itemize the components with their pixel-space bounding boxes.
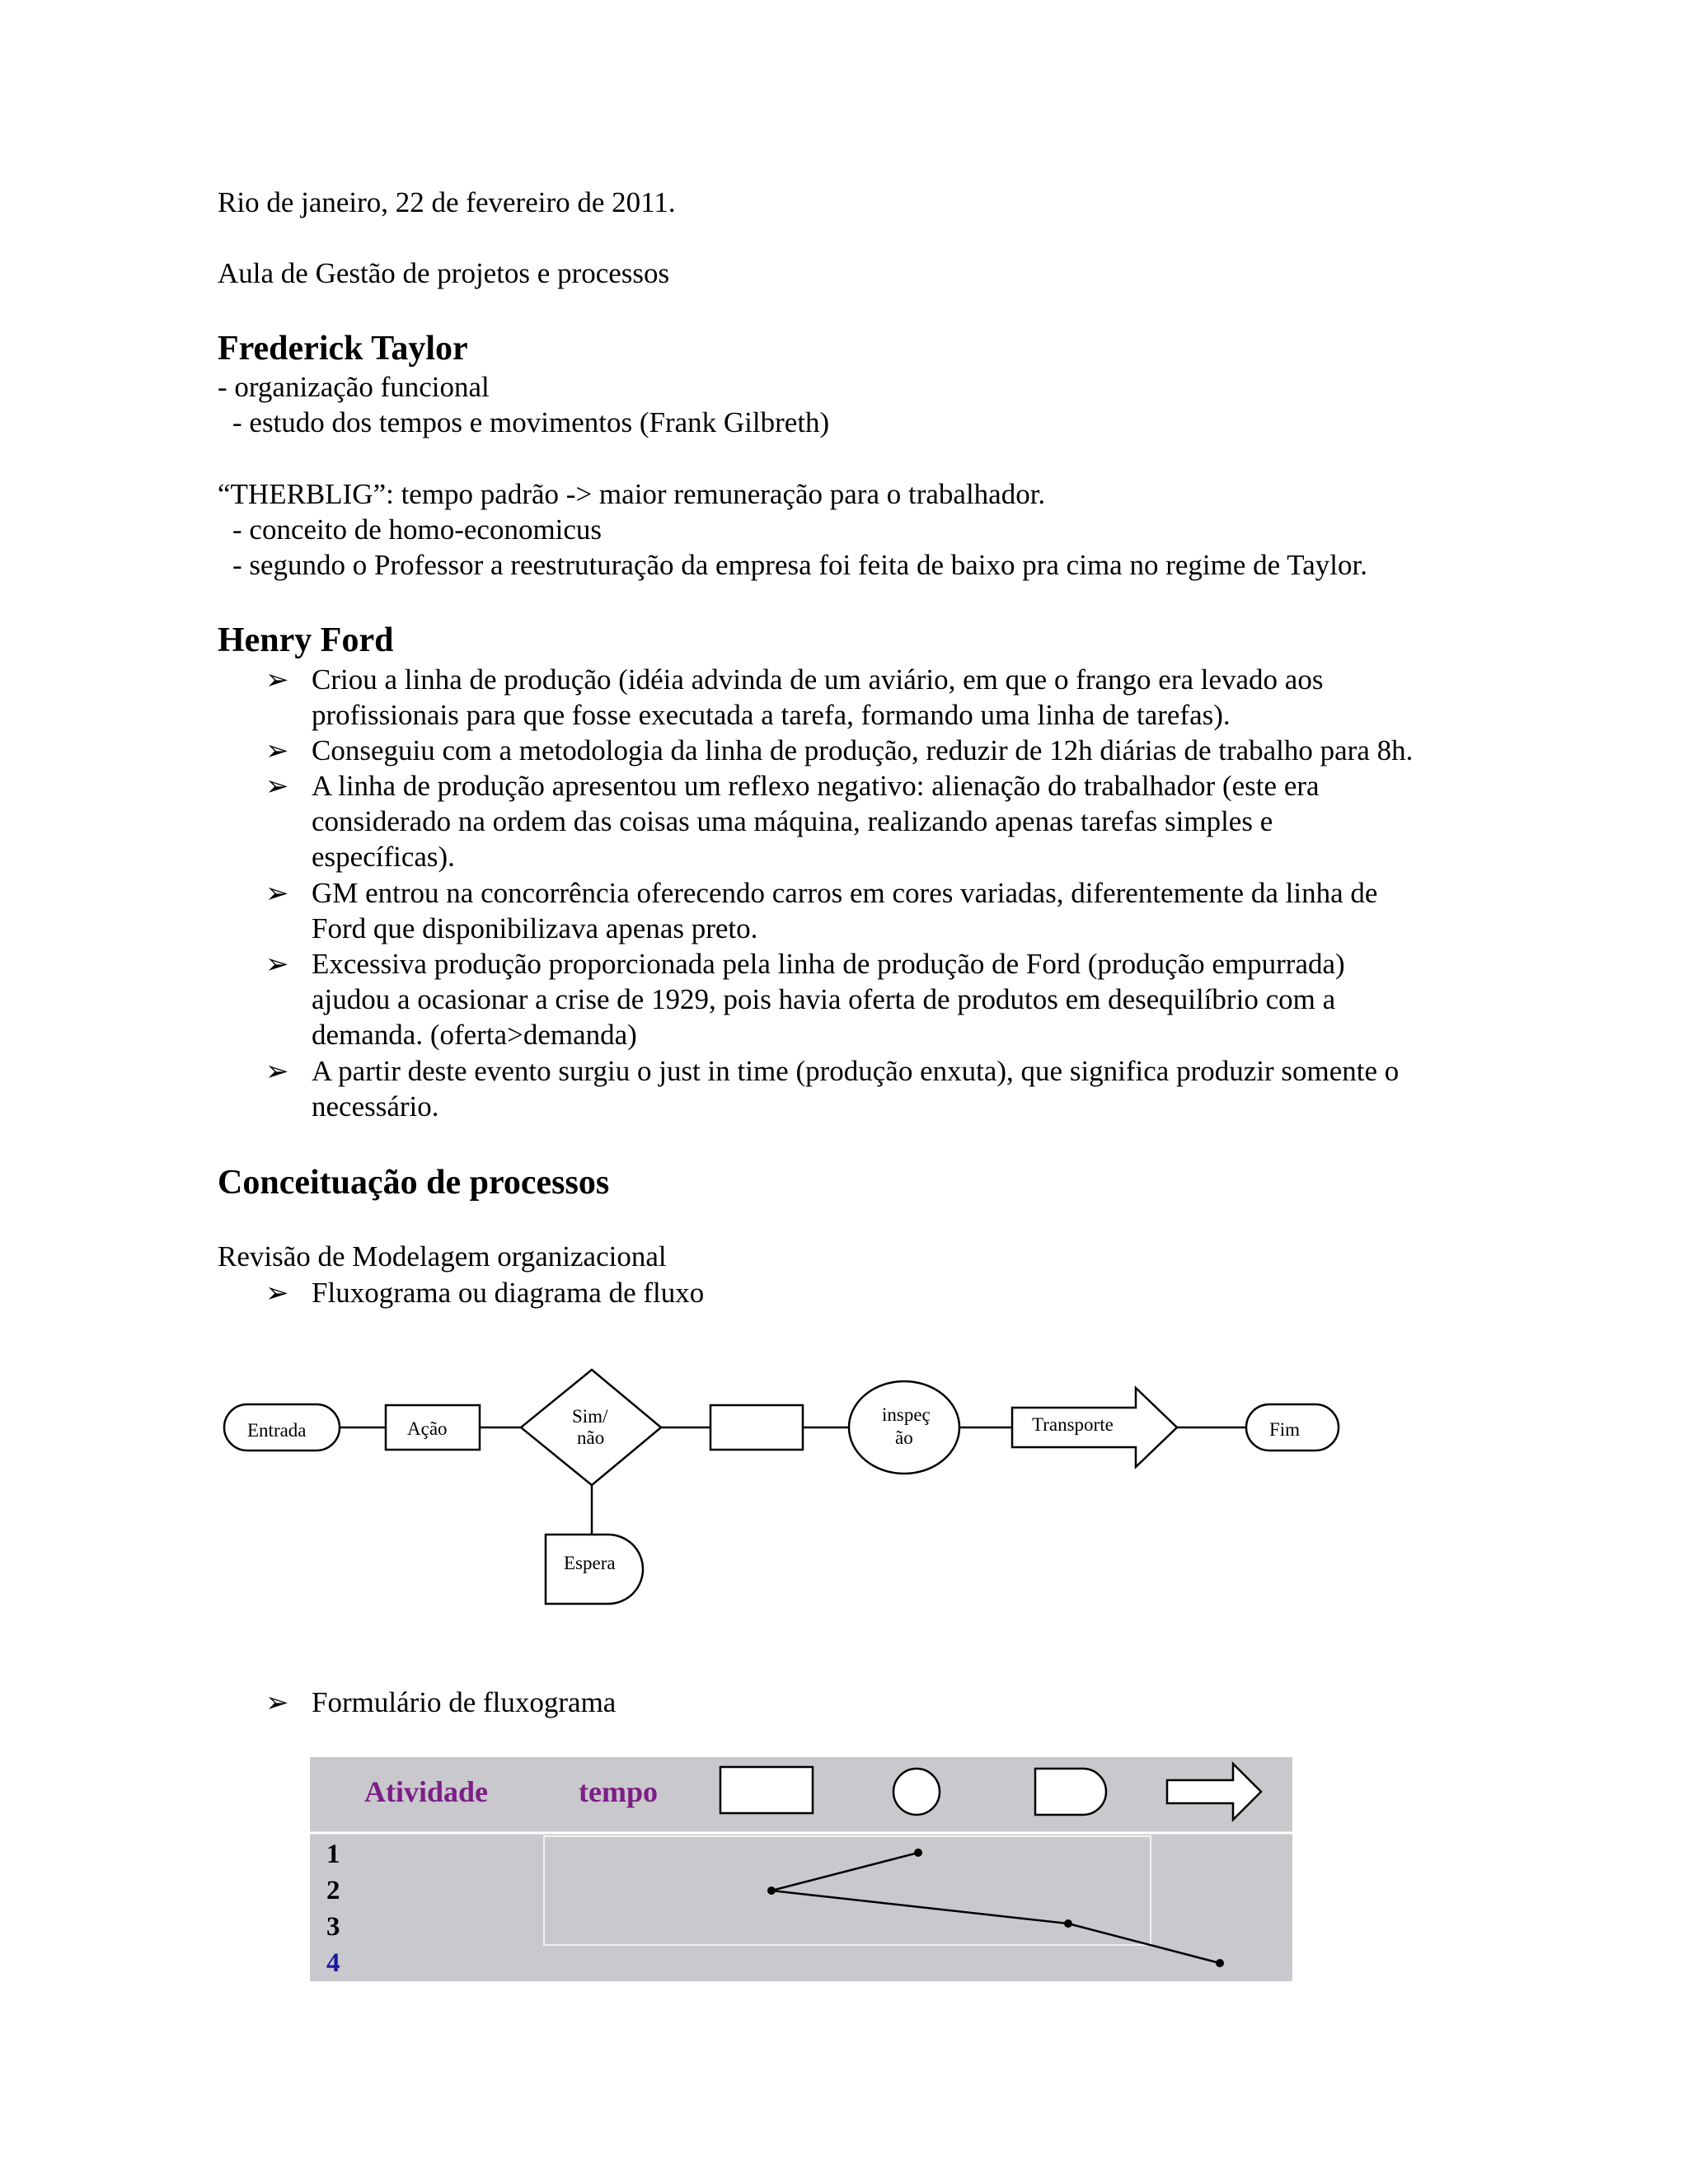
decision-label-2: não [577,1427,605,1448]
bullet-arrow-icon: ➢ [265,1055,289,1088]
ford-bullet-4-line-2: Ford que disponibilizava apenas preto. [312,912,758,944]
activity-point-4 [1216,1959,1224,1967]
inspection-circle-icon [893,1769,940,1815]
flowchart-diagram [214,1360,1352,1615]
bullet-arrow-icon: ➢ [265,663,289,696]
ford-bullet-6-line-1: A partir deste evento surgiu o just in time (produção enxuta), que significa produzir somente o [312,1055,1400,1087]
ford-bullet-5-line-1: Excessiva produção proporcionada pela linha de produção de Ford (produção empurrada) [312,948,1345,980]
class-line: Aula de Gestão de projetos e processos [218,257,670,289]
ford-bullet-3-line-1: A linha de produção apresentou um reflexo negativo: alienação do trabalhador (este era [312,770,1320,802]
delay-d-icon [1035,1769,1106,1815]
row-number: 3 [326,1912,340,1942]
inspecao-label-2: ão [895,1427,913,1448]
section-title-ford: Henry Ford [218,621,394,659]
operation-rect-icon [720,1767,813,1813]
therblig-line: “THERBLIG”: tempo padrão -> maior remuneração para o trabalhador. [218,478,1046,510]
ford-bullet-1-line-2: profissionais para que fosse executada a tarefa, formando uma linha de tarefas). [312,699,1231,731]
section-title-processos: Conceituação de processos [218,1164,610,1202]
bullet-arrow-icon: ➢ [265,948,289,981]
ford-bullet-2-line-1: Conseguiu com a metodologia da linha de produção, reduzir de 12h diárias de trabalho para 8h. [312,734,1414,766]
espera-label: Espera [564,1553,616,1573]
blank-process-box [710,1405,803,1450]
row-number: 2 [326,1876,340,1905]
bullet-arrow-icon: ➢ [265,1277,289,1310]
inspecao-label-1: inspeç [882,1404,931,1425]
header-atividade: Atividade [364,1775,489,1808]
decision-label-1: Sim/ [572,1406,608,1427]
taylor-item-2: - estudo dos tempos e movimentos (Frank Gilbreth) [232,406,830,438]
ford-bullet-5-line-2: ajudou a ocasionar a crise de 1929, pois havia oferta de produtos em desequilíbrio com a [312,983,1336,1015]
ford-bullet-6-line-2: necessário. [312,1090,439,1122]
row-number: 1 [326,1840,340,1869]
processos-bullet-formulario: Formulário de fluxograma [312,1686,617,1718]
row-number: 4 [326,1948,340,1978]
acao-label: Ação [407,1418,448,1439]
fim-label: Fim [1269,1419,1301,1440]
activity-point-1 [914,1849,922,1857]
bullet-arrow-icon: ➢ [265,770,289,803]
processos-bullet-fluxograma: Fluxograma ou diagrama de fluxo [312,1277,705,1309]
bullet-arrow-icon: ➢ [265,734,289,767]
entrada-label: Entrada [247,1420,307,1441]
ford-bullet-5-line-3: demanda. (oferta>demanda) [312,1019,637,1051]
transporte-label: Transporte [1032,1414,1114,1435]
header-tempo: tempo [579,1775,658,1808]
taylor-item-3: - conceito de homo-economicus [232,513,603,546]
ford-bullet-3-line-2: considerado na ordem das coisas uma máquina, realizando apenas tarefas simples e [312,805,1273,837]
bullet-arrow-icon: ➢ [265,1686,289,1719]
ford-bullet-1-line-1: Criou a linha de produção (idéia advinda de um aviário, em que o frango era levado aos [312,663,1324,696]
ford-bullet-4-line-1: GM entrou na concorrência oferecendo carros em cores variadas, diferentemente da linha de [312,877,1378,909]
taylor-item-1: - organização funcional [218,371,490,403]
ford-bullet-3-line-3: específicas). [312,841,455,873]
bullet-arrow-icon: ➢ [265,877,289,910]
taylor-item-4: - segundo o Professor a reestruturação da empresa foi feita de baixo pra cima no regime de Taylor. [232,549,1367,581]
flowchart-form [310,1757,1292,1981]
date-line: Rio de janeiro, 22 de fevereiro de 2011. [218,186,676,218]
activity-point-2 [767,1886,776,1895]
activity-point-3 [1064,1919,1072,1928]
processos-subtitle: Revisão de Modelagem organizacional [218,1240,667,1272]
section-title-taylor: Frederick Taylor [218,330,468,368]
